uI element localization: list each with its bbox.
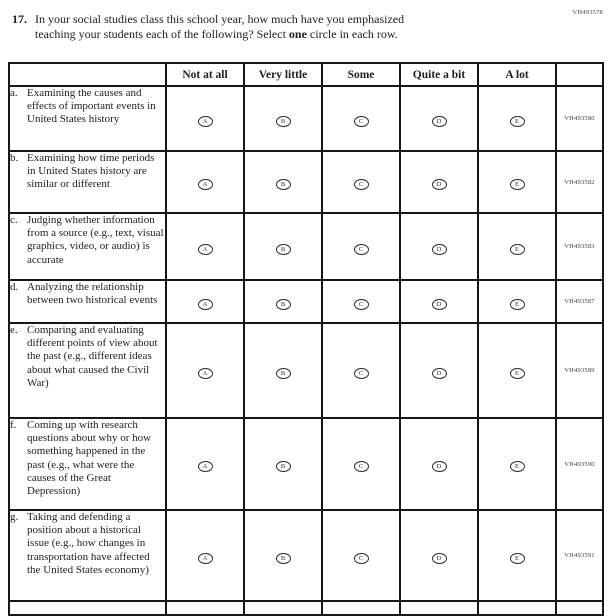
answer-bubble[interactable]: A [198, 461, 213, 472]
bubble-cell [244, 418, 322, 510]
answer-bubble[interactable]: B [276, 179, 291, 190]
col-header-not-at-all: Not at all [166, 63, 244, 86]
answer-bubble[interactable]: B [276, 116, 291, 127]
bubble-cell [244, 601, 322, 615]
emphasis-matrix-table [8, 62, 604, 616]
row-letter: a. [10, 87, 18, 99]
answer-bubble[interactable]: B [276, 244, 291, 255]
bubble-cell [478, 418, 556, 510]
form-code: VH493578 [572, 9, 603, 16]
col-header-a-lot: A lot [478, 63, 556, 86]
bubble-cell [478, 151, 556, 213]
col-header-very-little: Very little [244, 63, 322, 86]
answer-bubble[interactable]: B [276, 368, 291, 379]
table-row-e [9, 323, 603, 418]
answer-bubble[interactable]: D [432, 116, 447, 127]
row-text: Examining how time periods in United States history are similar or different [27, 152, 155, 191]
answer-bubble[interactable]: B [276, 299, 291, 310]
item-code [556, 601, 603, 615]
answer-bubble[interactable]: E [510, 368, 525, 379]
bubble-cell [322, 213, 400, 280]
bubble-cell [244, 151, 322, 213]
col-header-quite-a-bit: Quite a bit [400, 63, 478, 86]
row-description [9, 510, 166, 601]
item-code: VH493590 [556, 418, 603, 510]
row-text: Analyzing the relationship between two historical events [27, 281, 158, 307]
row-letter: e. [10, 324, 18, 336]
bubble-cell [322, 601, 400, 615]
row-description [9, 151, 166, 213]
answer-bubble[interactable]: E [510, 553, 525, 564]
bubble-cell [166, 86, 244, 151]
bubble-cell [244, 86, 322, 151]
bubble-cell [478, 213, 556, 280]
answer-bubble[interactable]: D [432, 244, 447, 255]
answer-bubble[interactable]: C [354, 299, 369, 310]
row-letter: c. [10, 214, 18, 226]
bubble-cell [166, 280, 244, 323]
answer-bubble[interactable]: C [354, 461, 369, 472]
bubble-cell [166, 510, 244, 601]
bubble-cell [400, 323, 478, 418]
answer-bubble[interactable]: D [432, 299, 447, 310]
bubble-cell [322, 418, 400, 510]
row-description [9, 601, 166, 615]
bubble-cell [478, 86, 556, 151]
answer-bubble[interactable]: D [432, 553, 447, 564]
answer-bubble[interactable]: B [276, 553, 291, 564]
answer-bubble[interactable]: C [354, 244, 369, 255]
table-row-g [9, 510, 603, 601]
item-code: VH493582 [556, 151, 603, 213]
row-description [9, 323, 166, 418]
answer-bubble[interactable]: E [510, 244, 525, 255]
bubble-cell [166, 151, 244, 213]
answer-bubble[interactable]: E [510, 461, 525, 472]
item-code: VH493587 [556, 280, 603, 323]
bubble-cell [322, 323, 400, 418]
bubble-cell [166, 601, 244, 615]
table-row-c [9, 213, 603, 280]
bubble-cell [244, 213, 322, 280]
bubble-cell [166, 323, 244, 418]
row-description [9, 86, 166, 151]
bubble-cell [400, 418, 478, 510]
answer-bubble[interactable]: A [198, 116, 213, 127]
answer-bubble[interactable]: E [510, 299, 525, 310]
bubble-cell [400, 601, 478, 615]
bubble-cell [166, 213, 244, 280]
row-letter: d. [10, 281, 19, 293]
question-line-2-pre: teaching your students each of the following? Select [35, 26, 289, 41]
answer-bubble[interactable]: C [354, 368, 369, 379]
table-row-d [9, 280, 603, 323]
table-row-f [9, 418, 603, 510]
item-code: VH493583 [556, 213, 603, 280]
row-letter: f. [10, 419, 17, 431]
question-text [35, 12, 572, 41]
row-description [9, 280, 166, 323]
question-line-1: In your social studies class this school year, how much have you emphasized [35, 12, 405, 26]
question-17 [12, 12, 572, 41]
bubble-cell [322, 86, 400, 151]
bubble-cell [478, 510, 556, 601]
answer-bubble[interactable]: A [198, 368, 213, 379]
bubble-cell [322, 510, 400, 601]
answer-bubble[interactable]: A [198, 244, 213, 255]
bubble-cell [244, 323, 322, 418]
row-text: Judging whether information from a source (e.g., text, visual graphics, video, or audio) is accurate [27, 214, 164, 266]
row-text: Comparing and evaluating different points of view about the past (e.g., different ideas about what caused the Civil War) [27, 324, 158, 389]
bubble-cell [400, 86, 478, 151]
bubble-cell [400, 213, 478, 280]
header-row [9, 63, 603, 86]
col-header-some: Some [322, 63, 400, 86]
answer-bubble[interactable]: A [198, 553, 213, 564]
answer-bubble[interactable]: E [510, 179, 525, 190]
row-description [9, 213, 166, 280]
row-text: Coming up with research questions about why or how something happened in the past (e.g., what were the causes of the Great Depression) [27, 419, 152, 498]
item-code: VH493589 [556, 323, 603, 418]
answer-bubble[interactable]: A [198, 179, 213, 190]
bubble-cell [478, 280, 556, 323]
row-description [9, 418, 166, 510]
bubble-cell [400, 280, 478, 323]
table-row-b [9, 151, 603, 213]
bubble-cell [166, 418, 244, 510]
item-code: VH493591 [556, 510, 603, 601]
bubble-cell [478, 601, 556, 615]
row-letter: b. [10, 152, 19, 164]
corner-cell [9, 63, 166, 86]
answer-bubble[interactable]: C [354, 553, 369, 564]
item-code: VH493580 [556, 86, 603, 151]
answer-bubble[interactable]: E [510, 116, 525, 127]
bubble-cell [244, 280, 322, 323]
answer-bubble[interactable]: B [276, 461, 291, 472]
question-line-2-post: circle in each row. [306, 26, 398, 41]
table-row-partial [9, 601, 603, 615]
question-line-2-bold: one [288, 26, 307, 41]
row-letter: g. [10, 511, 19, 523]
bubble-cell [322, 151, 400, 213]
bubble-cell [322, 280, 400, 323]
bubble-cell [400, 151, 478, 213]
bubble-cell [478, 323, 556, 418]
answer-bubble[interactable]: C [354, 179, 369, 190]
question-number: 17. [12, 12, 27, 26]
col-header-code [556, 63, 603, 86]
bubble-cell [400, 510, 478, 601]
answer-bubble[interactable]: D [432, 368, 447, 379]
answer-bubble[interactable]: D [432, 461, 447, 472]
bubble-cell [244, 510, 322, 601]
table-row-a [9, 86, 603, 151]
answer-bubble[interactable]: C [354, 116, 369, 127]
row-text: Examining the causes and effects of important events in United States history [27, 87, 156, 126]
answer-bubble[interactable]: A [198, 299, 213, 310]
row-text: Taking and defending a position about a historical issue (e.g., how changes in transportation have affected the United States economy) [27, 511, 150, 576]
answer-bubble[interactable]: D [432, 179, 447, 190]
